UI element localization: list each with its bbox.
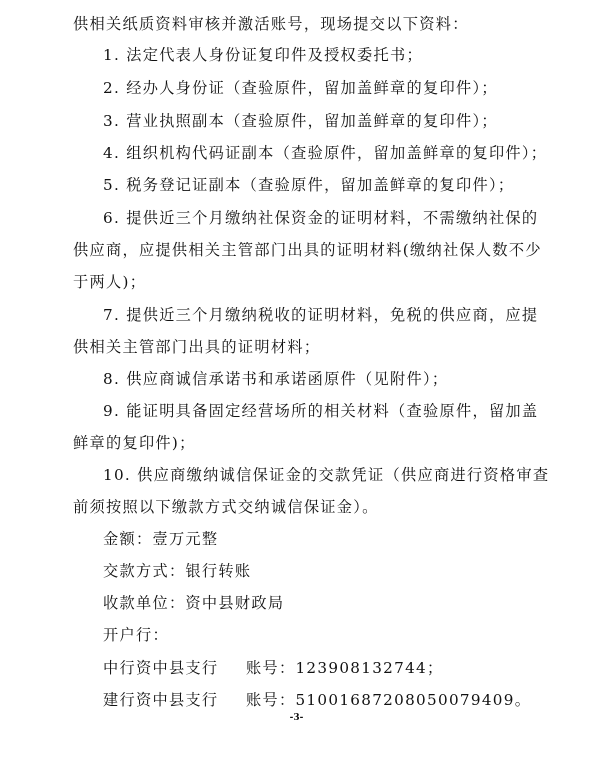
list-item-7-line-1: 7. 提供近三个月缴纳税收的证明材料，免税的供应商，应提 (103, 306, 539, 324)
list-item-7-line-2: 供相关主管部门出具的证明材料； (73, 338, 321, 356)
list-item-3: 3. 营业执照副本（查验原件，留加盖鲜章的复印件）； (103, 112, 498, 130)
list-item-6-line-1: 6. 提供近三个月缴纳社保资金的证明材料，不需缴纳社保的 (103, 209, 539, 227)
list-item-9-line-2: 鲜章的复印件)； (73, 434, 196, 452)
bank-row (103, 658, 444, 678)
bank-name: 中行资中县支行 (103, 659, 219, 677)
intro-line: 供相关纸质资料审核并激活账号，现场提交以下资料： (73, 15, 469, 33)
payment-amount: 金额：壹万元整 (103, 530, 219, 548)
list-item-10-line-2: 前须按照以下缴款方式交纳诚信保证金）。 (73, 498, 379, 516)
bank-row (103, 690, 531, 710)
list-item-9-line-1: 9. 能证明具备固定经营场所的相关材料（查验原件，留加盖 (103, 402, 539, 420)
list-item-5: 5. 税务登记证副本（查验原件，留加盖鲜章的复印件）； (103, 176, 515, 194)
list-item-6-line-2: 供应商，应提供相关主管部门出具的证明材料(缴纳社保人数不少 (73, 241, 542, 259)
list-item-8: 8. 供应商诚信承诺书和承诺函原件（见附件）； (103, 370, 449, 388)
payment-method: 交款方式：银行转账 (103, 562, 252, 580)
list-item-6-line-3: 于两人)； (73, 273, 147, 291)
list-item-4: 4. 组织机构代码证副本（查验原件，留加盖鲜章的复印件）； (103, 144, 548, 162)
bank-account: 账号：123908132744； (246, 659, 444, 677)
bank-name: 建行资中县支行 (103, 691, 219, 709)
list-item-1: 1. 法定代表人身份证复印件及授权委托书； (103, 46, 423, 64)
list-item-2: 2. 经办人身份证（查验原件，留加盖鲜章的复印件）； (103, 79, 498, 97)
payment-payee: 收款单位：资中县财政局 (103, 594, 285, 612)
bank-account: 账号：51001687208050079409。 (246, 691, 532, 709)
page-number: -3- (289, 713, 304, 723)
list-item-10-line-1: 10. 供应商缴纳诚信保证金的交款凭证（供应商进行资格审查 (103, 466, 550, 484)
bank-label: 开户行： (103, 626, 169, 644)
